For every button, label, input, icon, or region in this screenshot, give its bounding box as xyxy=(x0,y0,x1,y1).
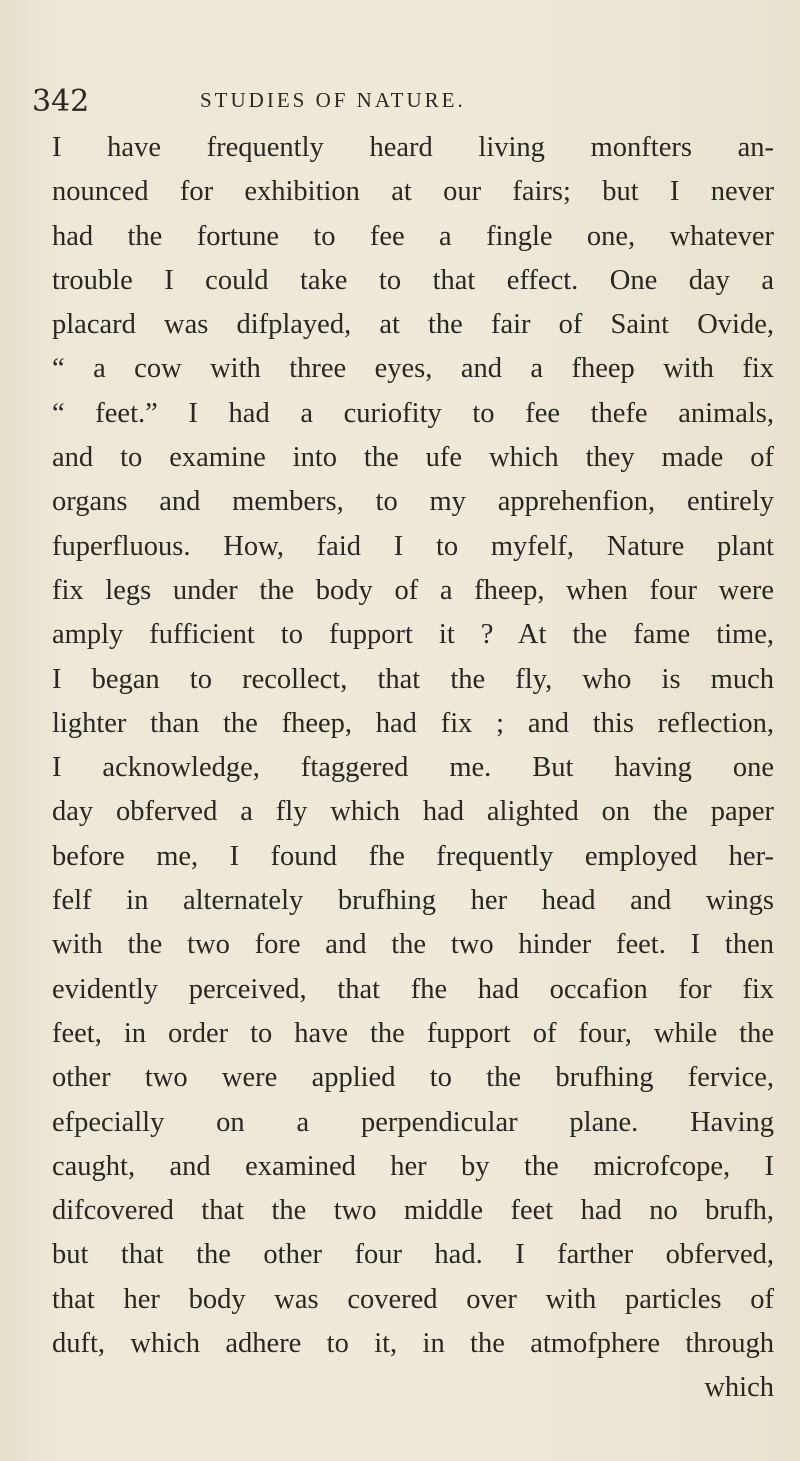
text-line: and to examine into the ufe which they made of xyxy=(52,442,774,474)
text-line: feet, in order to have the fupport of four, while the xyxy=(52,1017,774,1049)
text-line: difcovered that the two middle feet had no brufh, xyxy=(52,1195,774,1227)
text-line: fuperfluous. How, faid I to myfelf, Nature plant xyxy=(52,530,774,562)
text-line: lighter than the fheep, had fix ; and this reflection, xyxy=(52,707,774,739)
text-line: “ feet.” I had a curiofity to fee thefe animals, xyxy=(52,397,774,429)
text-line: I acknowledge, ftaggered me. But having one xyxy=(52,752,774,784)
text-line: I have frequently heard living monfters an- xyxy=(52,132,774,163)
running-head: STUDIES OF NATURE. xyxy=(200,88,466,112)
text-line: other two were applied to the brufhing fervice, xyxy=(52,1062,774,1094)
text-line: evidently perceived, that fhe had occafion for fix xyxy=(52,973,774,1005)
page-header xyxy=(32,84,672,120)
text-line: organs and members, to my apprehenfion, entirely xyxy=(52,486,774,518)
text-line: felf in alternately brufhing her head and wings xyxy=(52,885,774,917)
page-number: 342 xyxy=(32,84,90,119)
text-line: day obferved a fly which had alighted on the paper xyxy=(52,796,774,828)
text-line: but that the other four had. I farther obferved, xyxy=(52,1239,774,1271)
text-line: had the fortune to fee a fingle one, whatever xyxy=(52,220,774,252)
text-line: I began to recollect, that the fly, who is much xyxy=(52,663,774,695)
text-line: nounced for exhibition at our fairs; but I never xyxy=(52,176,774,208)
catchword: which xyxy=(704,1372,774,1404)
text-line: duft, which adhere to it, in the atmofphere through xyxy=(52,1328,774,1360)
text-line: with the two fore and the two hinder feet. I then xyxy=(52,929,774,961)
text-line: placard was difplayed, at the fair of Saint Ovide, xyxy=(52,309,774,341)
text-line: caught, and examined her by the microfcope, I xyxy=(52,1150,774,1182)
text-line: trouble I could take to that effect. One day a xyxy=(52,264,774,296)
body-paragraph xyxy=(52,126,774,1411)
text-line: “ a cow with three eyes, and a fheep with fix xyxy=(52,353,774,385)
text-line: amply fufficient to fupport it ? At the fame time, xyxy=(52,619,774,651)
text-line: that her body was covered over with particles of xyxy=(52,1283,774,1315)
text-line: before me, I found fhe frequently employed her- xyxy=(52,840,774,872)
text-line: fix legs under the body of a fheep, when four were xyxy=(52,574,774,606)
text-line: efpecially on a perpendicular plane. Having xyxy=(52,1106,774,1138)
